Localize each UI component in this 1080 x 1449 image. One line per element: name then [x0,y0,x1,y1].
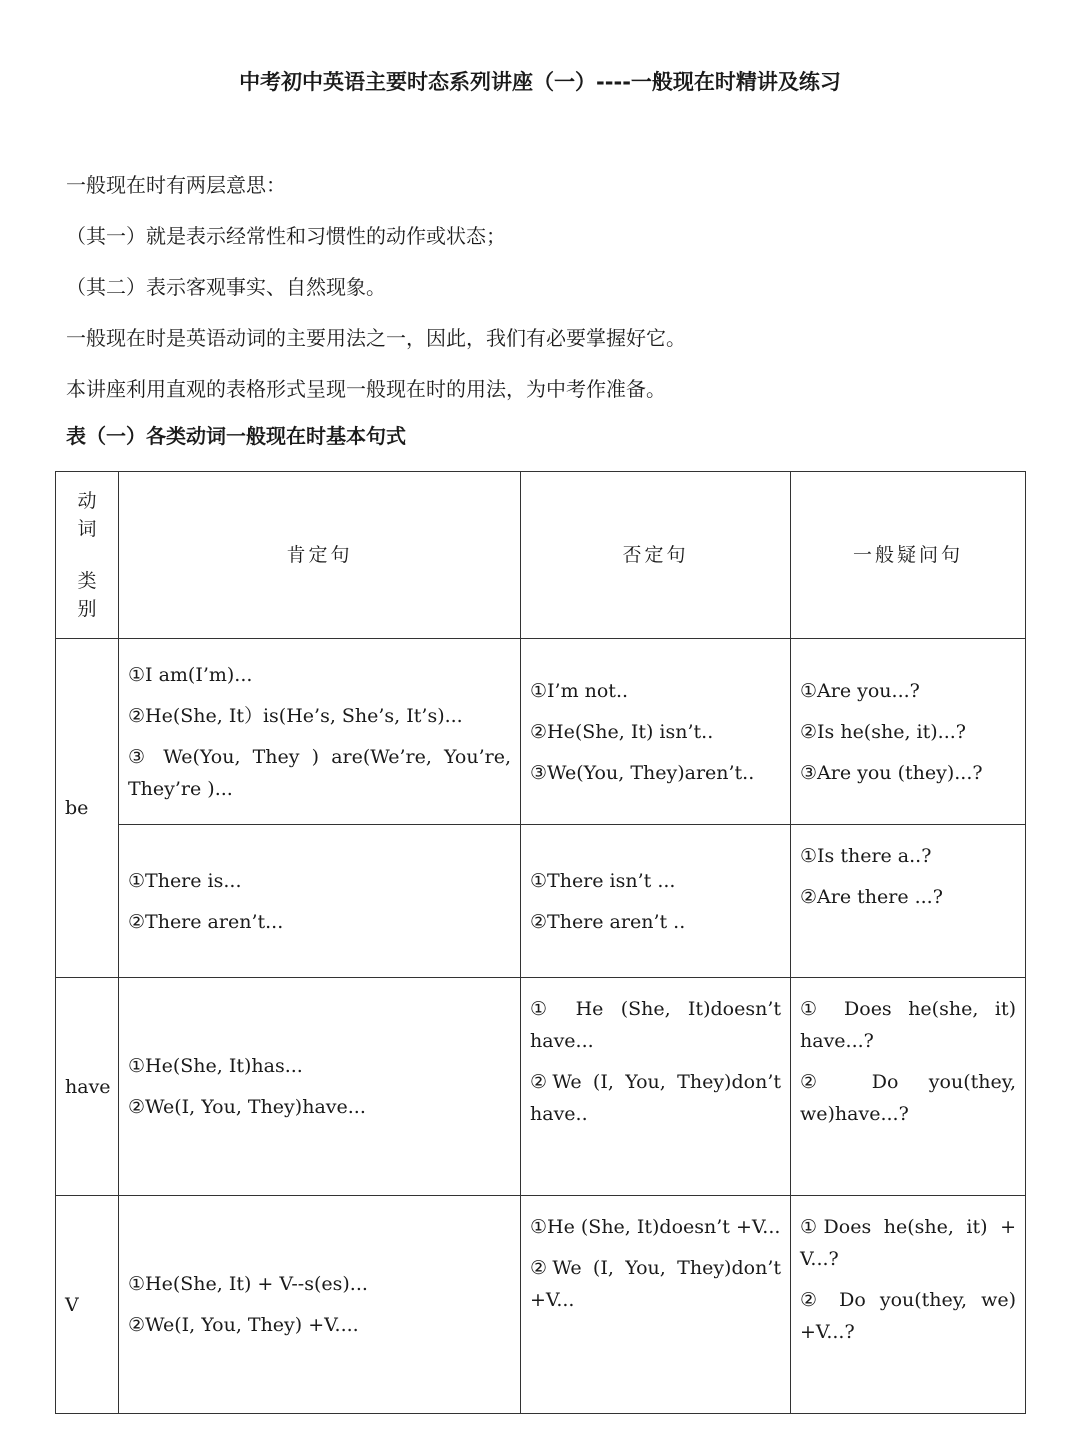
category-v: V [56,1196,119,1414]
sentence: ③ We(You, They ) are(We’re, You’re, They’re )... [128,745,511,800]
sentence: ① He (She, It)doesn’t have... [530,998,781,1052]
category-be: be [56,639,119,978]
sentence: ②Are there ...? [800,886,943,908]
header-char: 词 [77,518,97,540]
sentence: ①There is... [128,869,242,892]
cell-negative [521,639,791,825]
sentence: ①There isn’t ... [530,869,676,892]
page-title: 中考初中英语主要时态系列讲座（一）----一般现在时精讲及练习 [239,70,841,94]
sentence: ② Do you(they, we) +V...? [800,1289,1016,1343]
sentence: ②There aren’t .. [530,910,686,933]
intro-line: （其二）表示客观事实、自然现象。 [66,275,386,299]
intro-section [66,168,1026,423]
sentence: ② Do you(they, we)have...? [800,1071,1016,1125]
category-have: have [56,978,119,1196]
sentence: ①Are you...? [800,679,920,702]
sentence: ③We(You, They)aren’t.. [530,761,755,784]
sentence: ②He(She, It）is(He’s, She’s, It’s)... [128,704,463,727]
sentence: ① Does he(she, it) have...? [800,998,1016,1052]
table-row-there-be [56,825,1026,978]
cell-affirmative [119,825,521,978]
table-row-verb [56,1196,1026,1414]
table-header-row [56,472,1026,639]
cell-negative [521,1196,791,1414]
sentence: ②We (I, You, They)don’t +V... [530,1257,781,1311]
header-char: 动 [77,490,97,512]
sentence: ①He (She, It)doesn’t +V... [530,1216,781,1238]
sentence: ①Does he(she, it) + V...? [800,1216,1016,1270]
header-char: 类 [77,570,97,592]
header-question: 一般疑问句 [791,472,1026,639]
table-row-be [56,639,1026,825]
cell-affirmative [119,978,521,1196]
cell-question [791,1196,1026,1414]
sentence: ②There aren’t... [128,910,284,933]
header-affirmative: 肯定句 [119,472,521,639]
cell-affirmative [119,639,521,825]
header-char: 别 [77,598,97,620]
cell-question [791,978,1026,1196]
cell-negative [521,978,791,1196]
table-title: 表（一）各类动词一般现在时基本句式 [66,424,406,448]
sentence: ①He(She, It) + V--s(es)... [128,1273,368,1295]
cell-negative [521,825,791,978]
sentence: ②We (I, You, They)don’t have.. [530,1071,781,1125]
sentence: ③Are you (they)...? [800,761,983,784]
sentence: ②We(I, You, They) +V.... [128,1314,359,1336]
sentence: ①I’m not.. [530,679,629,702]
intro-line: 一般现在时是英语动词的主要用法之一，因此，我们有必要掌握好它。 [66,326,686,350]
sentence: ②He(She, It) isn’t.. [530,720,714,743]
intro-line: 本讲座利用直观的表格形式呈现一般现在时的用法，为中考作准备。 [66,377,666,401]
intro-line: （其一）就是表示经常性和习惯性的动作或状态； [66,224,506,248]
sentence: ①I am(I’m)... [128,663,253,686]
sentence: ①Is there a..? [800,845,932,867]
intro-line: 一般现在时有两层意思： [66,173,286,197]
sentence: ①He(She, It)has... [128,1055,303,1077]
header-negative: 否定句 [521,472,791,639]
cell-affirmative [119,1196,521,1414]
table-row-have [56,978,1026,1196]
header-verb-category [56,472,119,639]
cell-question [791,825,1026,978]
cell-question [791,639,1026,825]
sentence: ②We(I, You, They)have... [128,1096,366,1118]
grammar-table [55,471,1026,1414]
sentence: ②Is he(she, it)...? [800,720,966,743]
